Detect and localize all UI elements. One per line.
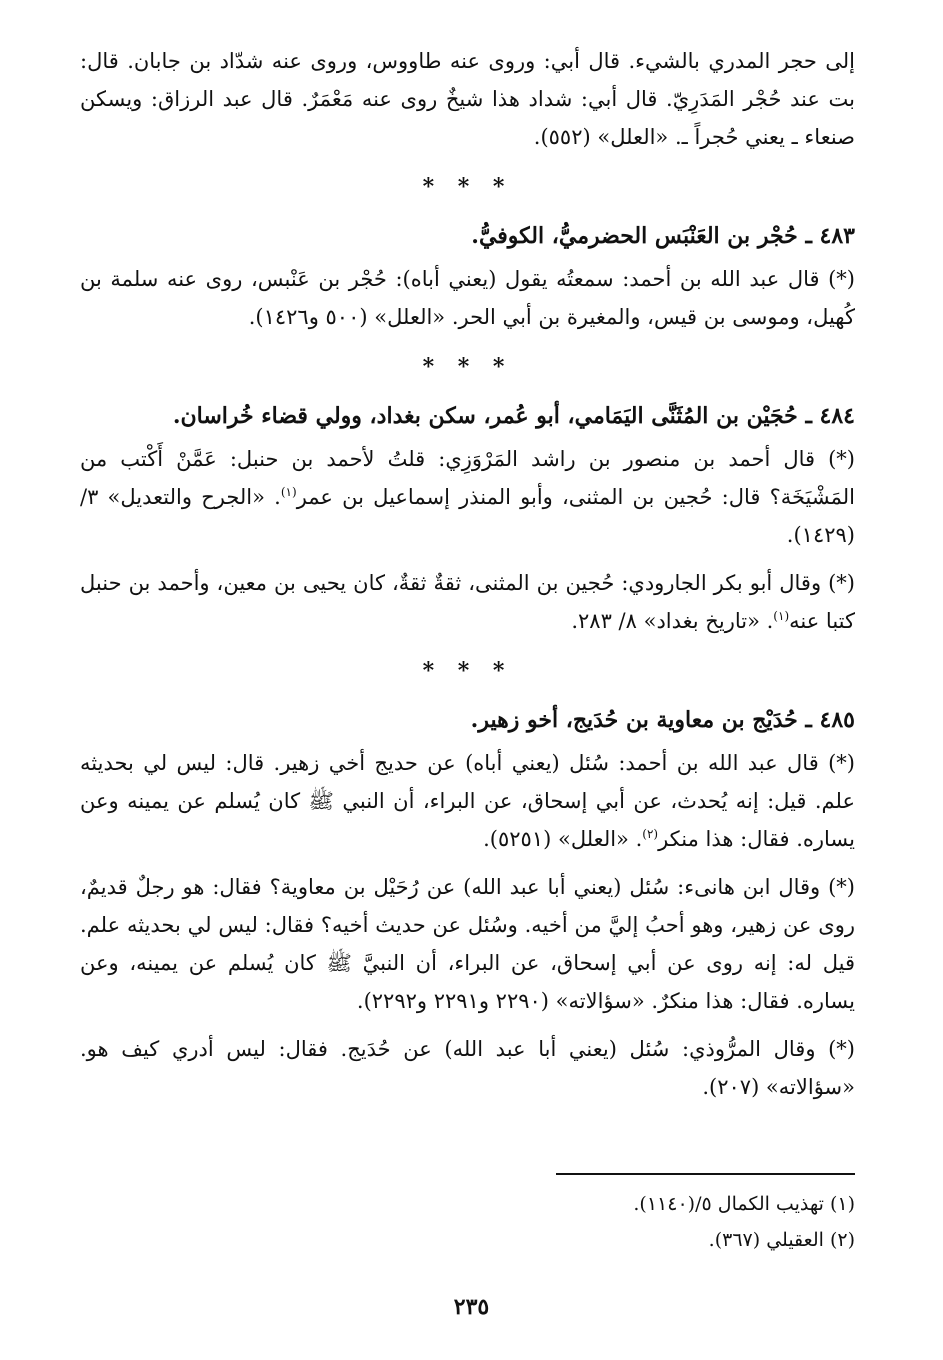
entry-484-p2-text: (*) وقال أبو بكر الجارودي: حُجين بن المثنى، ثقةٌ ثقةٌ، كان يحيى بن معين، وأحمد بن حنبل كتبا عنه	[80, 571, 855, 633]
entry-484-paragraph-1	[80, 440, 855, 554]
entry-484-p2-source: . «تاريخ بغداد» ٨/ ٢٨٣.	[571, 609, 774, 633]
footnote-ref-2: (٢)	[642, 827, 659, 841]
entry-485-paragraph-1	[80, 744, 855, 858]
section-separator: * * *	[422, 174, 513, 200]
section-separator: * * *	[422, 658, 513, 684]
footnote-ref-1: (١)	[773, 609, 790, 623]
footnote-2: (٢) العقيلي (٣٦٧).	[708, 1229, 855, 1251]
footnote-1: (١) تهذيب الكمال ٥/(١١٤٠).	[633, 1193, 855, 1215]
page-number: ٢٣٥	[453, 1294, 490, 1320]
entry-483-title: ٤٨٣ ـ حُجْر بن العَنْبَس الحضرميُّ، الكوفيُّ.	[471, 223, 855, 249]
entry-484-p1-source: . «الجرح والتعديل» ٣/ (١٤٢٩).	[80, 485, 855, 547]
entry-484-p1-text: (*) قال أحمد بن منصور بن راشد المَرْوَزِي: قلتُ لأحمد بن حنبل: عَمَّنْ أَكْتب من المَشْيَخَة؟ قال: حُجين بن المثنى، وأبو المنذر إسماعيل بن عمر	[80, 447, 855, 509]
intro-paragraph: إلى حجر المدري بالشيء. قال أبي: وروى عنه طاووس، وروى عنه شدّاد بن جابان. قال: بت عند حُجْر المَدَرِيّ. قال أبي: شداد هذا شيخٌ روى عنه مَعْمَرٌ. قال عبد الرزاق: ويسكن صنعاء ـ يعني حُجراً ـ. «العلل» (٥٥٢).	[80, 49, 855, 149]
entry-483-paragraph-1: (*) قال عبد الله بن أحمد: سمعتُه يقول (يعني أباه): حُجْر بن عَنْبس، روى عنه سلمة بن كُهيل، وموسى بن قيس، والمغيرة بن أبي الحر. «العلل» (٥٠٠ و١٤٢٦).	[80, 267, 855, 329]
entry-485-paragraph-2: (*) وقال ابن هانىء: سُئل (يعني أبا عبد الله) عن رُحَيْل بن معاوية؟ فقال: هو رجلٌ قديمٌ، روى عن زهير، وهو أحبُ إليَّ من أخيه. وسُئل عن حديث أخيه؟ فقال: ليس لي بحديثه علم. قيل له: إنه روى عن أبي إسحاق، عن البراء، أن النبيَّ ﷺ كان يُسلم عن يمينه، وعن يساره. فقال: هذا منكرٌ. «سؤالاته» (٢٢٩٠ و٢٢٩١ و٢٢٩٢).	[80, 875, 855, 1013]
footnotes	[80, 1186, 855, 1258]
entry-485-paragraph-3: (*) وقال المرُّوذي: سُئل (يعني أبا عبد الله) عن حُدَيج. فقال: ليس أدري كيف هو. «سؤالاته» (٢٠٧).	[80, 1037, 855, 1099]
entry-484-title: ٤٨٤ ـ حُجَيْن بن المُثَنَّى اليَمَامي، أبو عُمر، سكن بغداد، وولي قضاء خُراسان.	[172, 403, 855, 429]
entry-485-title: ٤٨٥ ـ حُدَيْج بن معاوية بن حُدَيج، أخو زهير.	[470, 707, 855, 733]
entry-484-paragraph-2	[80, 564, 855, 640]
entry-485-p1-source: . «العلل» (٥٢٥١).	[483, 827, 643, 851]
footnote-ref-1: (١)	[280, 485, 297, 499]
entry-485-p1-text: (*) قال عبد الله بن أحمد: سُئل (يعني أباه) عن حديج أخي زهير. قال: ليس لي بحديثه علم. قيل: إنه يُحدث، عن أبي إسحاق، عن البراء، أن النبي ﷺ كان يُسلم عن يمينه وعن يساره. فقال: هذا منكر	[80, 751, 855, 851]
page-body	[80, 42, 855, 1116]
section-separator: * * *	[422, 354, 513, 380]
footnote-divider	[556, 1173, 855, 1175]
